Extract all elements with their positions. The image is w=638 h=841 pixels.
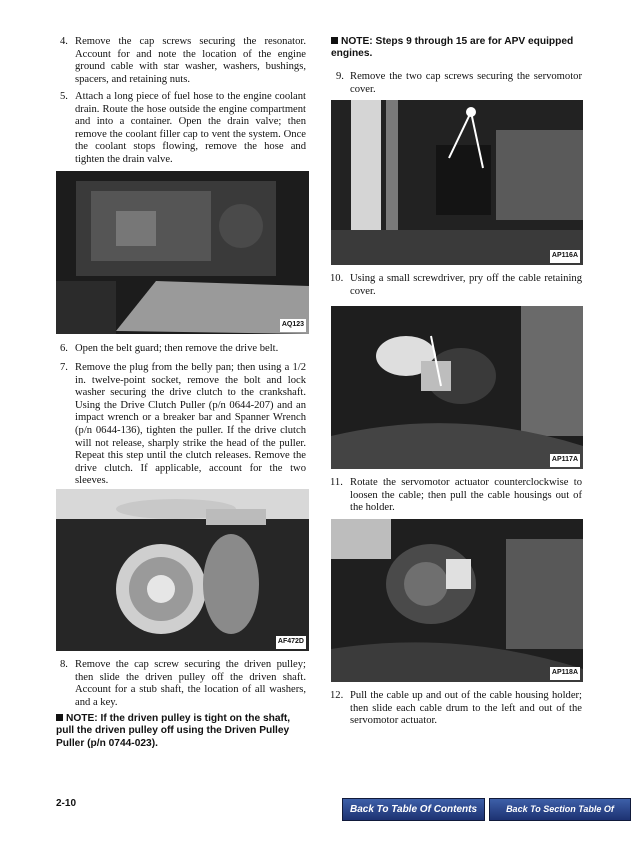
cover-photo-drawing <box>331 306 583 469</box>
step-text: Remove the cap screw securing the driven pulley; then slide the driven pulley off the driven shaft. Account for a stub shaft, the location of all washers, and a key. <box>75 659 306 708</box>
step-6 <box>60 343 306 356</box>
step-4 <box>60 36 306 86</box>
photo-engine-coolant <box>56 171 309 334</box>
photo-drive-clutch <box>56 489 309 651</box>
step-number: 11. <box>330 477 343 488</box>
step-text: Remove the two cap screws securing the servomotor cover. <box>350 71 582 95</box>
step-11 <box>330 477 582 515</box>
step-number: 12. <box>330 690 344 701</box>
clutch-photo-drawing <box>56 489 309 651</box>
step-9 <box>336 71 582 96</box>
step-text: Pull the cable up and out of the cable housing holder; then slide each cable drum to the left and out of the servomotor actuator. <box>350 690 582 727</box>
step-number: 6. <box>60 343 68 354</box>
photo-cable-retaining-cover <box>331 306 583 469</box>
photo-caption: AF472D <box>276 636 306 649</box>
step-number: 8. <box>60 659 68 670</box>
note-bullet-icon <box>56 714 63 721</box>
note-bullet-icon <box>331 37 338 44</box>
page-number: 2-10 <box>56 798 77 809</box>
photo-caption: AP118A <box>550 667 580 680</box>
photo-caption: AQ123 <box>280 319 306 332</box>
step-text: Rotate the servomotor actuator counterclockwise to loosen the cable; then pull the cable housings out of the holder. <box>350 477 582 514</box>
photo-caption: AP117A <box>550 454 580 467</box>
step-number: 4. <box>60 36 68 47</box>
step-text: Using a small screwdriver, pry off the cable retaining cover. <box>350 273 582 297</box>
step-number: 10. <box>330 273 344 284</box>
step-number: 7. <box>60 362 68 373</box>
step-text: Attach a long piece of fuel hose to the engine coolant drain. Route the hose outside the engine compartment and into a container. Open the drain valve; then remove the coolant filler cap to vent the system. Once the coolant stops flowing, remove the hose and tighten the drain valve. <box>75 91 306 165</box>
engine-photo-drawing <box>56 171 309 334</box>
photo-servomotor-cover <box>331 100 583 265</box>
step-12 <box>330 690 582 728</box>
photo-servomotor-actuator <box>331 519 583 682</box>
note-apv <box>331 36 583 61</box>
step-text: Open the belt guard; then remove the drive belt. <box>75 343 279 354</box>
photo-caption: AP116A <box>550 250 580 263</box>
note-driven-pulley <box>56 713 310 750</box>
back-to-section-toc-button[interactable]: Back To Section Table Of Contents <box>489 798 631 821</box>
step-number: 5. <box>60 91 68 102</box>
step-text: Remove the plug from the belly pan; then using a 1/2 in. twelve-point socket, remove the bolt and lock washer securing the drive clutch to the crankshaft. Using the Drive Clutch Puller (p/n 0644-207) and an impact wrench or a breaker bar and Spanner Wrench (p/n 0644-136), tighten the puller. If the drive clutch will not release, sharply strike the head of the puller. Repeat this step until the clutch releases. Remove the drive clutch. If applicable, account for the two sleeves. <box>75 362 306 487</box>
step-number: 9. <box>336 71 344 82</box>
step-text: Remove the cap screws securing the resonator. Account for and note the location of the engine ground cable with star washer, washers, bushings, spacers, and retaining nuts. <box>75 36 306 85</box>
step-10 <box>330 273 582 298</box>
note-text: NOTE: If the driven pulley is tight on the shaft, pull the driven pulley off using the Driven Pulley Puller (p/n 0744-023). <box>56 713 291 749</box>
back-to-toc-button[interactable]: Back To Table Of Contents <box>342 798 485 821</box>
step-7 <box>60 362 306 488</box>
step-5 <box>60 91 306 167</box>
note-text: NOTE: Steps 9 through 15 are for APV equipped engines. <box>331 36 574 60</box>
servomotor-photo-drawing <box>331 100 583 265</box>
step-8 <box>60 659 306 709</box>
actuator-photo-drawing <box>331 519 583 682</box>
